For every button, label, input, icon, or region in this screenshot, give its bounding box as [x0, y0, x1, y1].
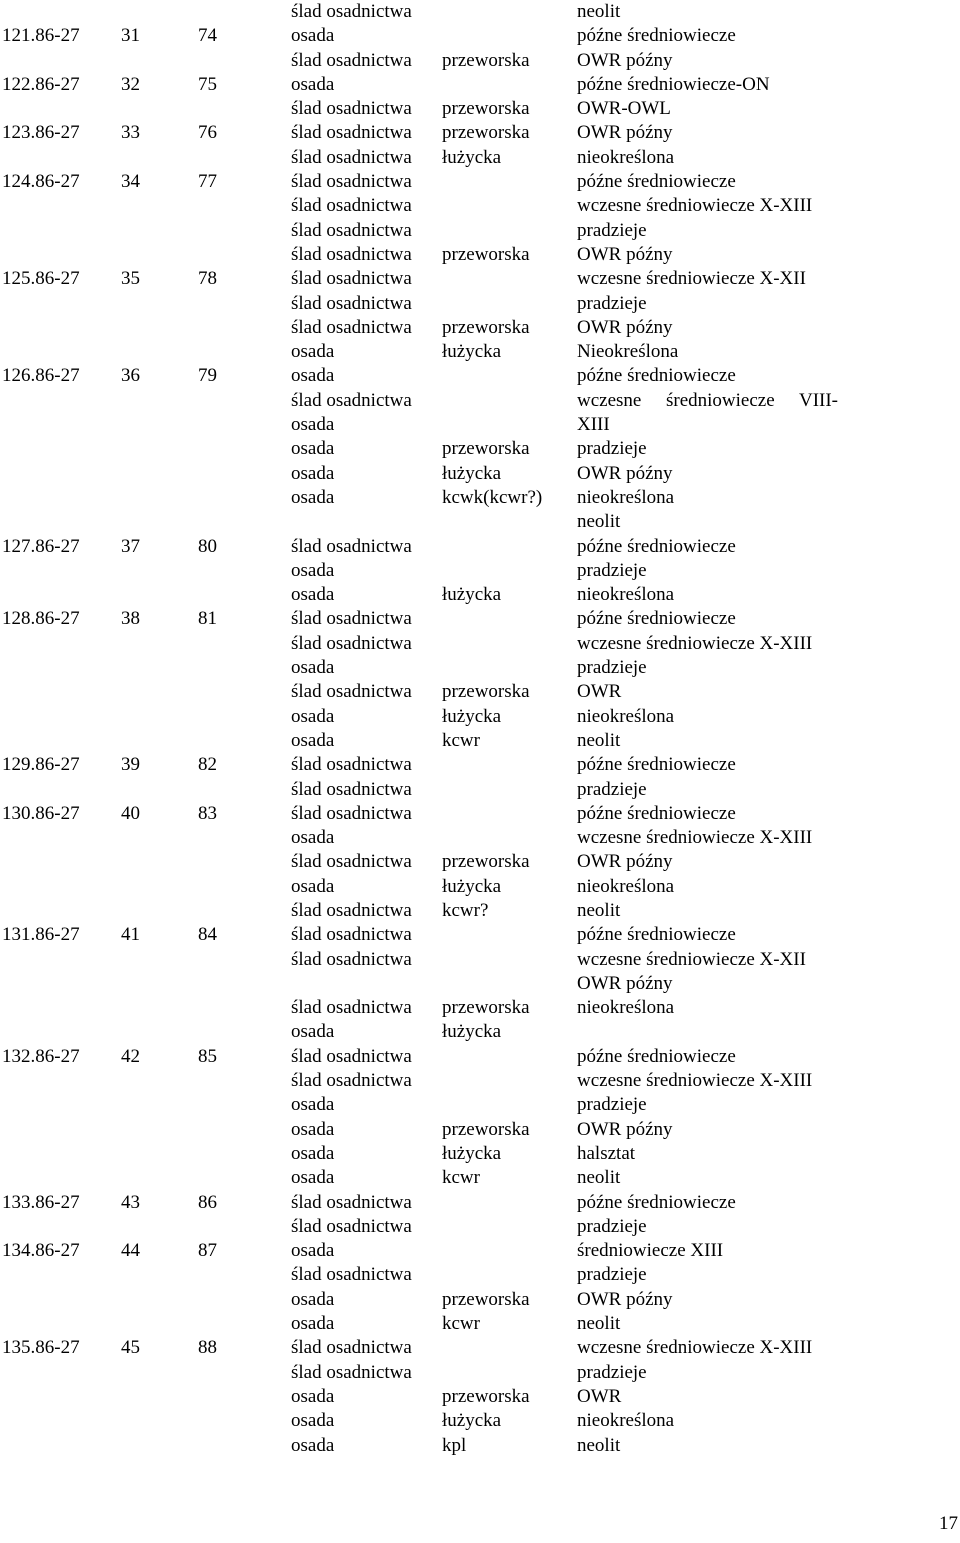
chronology-cell: nieokreślona: [577, 1410, 675, 1432]
area-site-number-cell: 33: [121, 122, 140, 144]
chronology-cell: późne średniowiecze: [577, 924, 736, 946]
culture-cell: przeworska: [442, 681, 530, 703]
chronology-cell: neolit: [577, 899, 621, 921]
chronology-cell: nieokreślona: [577, 875, 675, 897]
site-function-cell: osada: [291, 657, 335, 679]
site-function-cell: ślad osadnictwa: [291, 389, 412, 411]
table-row: [0, 510, 960, 534]
site-function-cell: osada: [291, 1167, 335, 1189]
site-function-cell: ślad osadnictwa: [291, 171, 412, 193]
chronology-cell: pradzieje: [577, 1361, 647, 1383]
site-number-in-area-cell: 77: [198, 171, 217, 193]
site-function-cell: ślad osadnictwa: [291, 316, 412, 338]
area-site-number-cell: 42: [121, 1045, 140, 1067]
table-row: [0, 899, 960, 923]
area-site-number-cell: 37: [121, 535, 140, 557]
site-function-cell: ślad osadnictwa: [291, 681, 412, 703]
table-row: [0, 583, 960, 607]
table-row: [0, 267, 960, 291]
site-function-cell: ślad osadnictwa: [291, 924, 412, 946]
site-number-in-area-cell: 88: [198, 1337, 217, 1359]
chronology-cell: pradzieje: [577, 1264, 647, 1286]
site-function-cell: ślad osadnictwa: [291, 219, 412, 241]
site-function-cell: osada: [291, 705, 335, 727]
culture-cell: przeworska: [442, 1385, 530, 1407]
chronology-cell: wczesne średniowiecze X-XIII: [577, 1070, 813, 1092]
site-function-cell: osada: [291, 341, 335, 363]
culture-cell: łużycka: [442, 1021, 502, 1043]
culture-cell: łużycka: [442, 462, 502, 484]
table-row: [0, 1020, 960, 1044]
culture-cell: łużycka: [442, 341, 502, 363]
site-function-cell: ślad osadnictwa: [291, 146, 412, 168]
culture-cell: kcwk(kcwr?): [442, 486, 543, 508]
table-row: [0, 1434, 960, 1458]
site-number-cell: 128.86-27: [2, 608, 80, 630]
site-number-cell: 130.86-27: [2, 802, 80, 824]
site-function-cell: osada: [291, 827, 335, 849]
site-function-cell: ślad osadnictwa: [291, 122, 412, 144]
table-row: [0, 1166, 960, 1190]
table-row: [0, 121, 960, 145]
culture-cell: kcwr: [442, 729, 480, 751]
site-function-cell: osada: [291, 462, 335, 484]
chronology-cell: późne średniowiecze: [577, 608, 736, 630]
chronology-cell: neolit: [577, 1, 621, 22]
area-site-number-cell: 40: [121, 802, 140, 824]
chronology-cell: halsztat: [577, 1142, 636, 1164]
table-row: [0, 146, 960, 170]
table-row: [0, 24, 960, 48]
culture-cell: przeworska: [442, 438, 530, 460]
table-row: [0, 364, 960, 388]
site-number-cell: 133.86-27: [2, 1191, 80, 1213]
area-site-number-cell: 45: [121, 1337, 140, 1359]
chronology-cell: późne średniowiecze: [577, 802, 736, 824]
culture-cell: łużycka: [442, 705, 502, 727]
table-row: [0, 972, 960, 996]
table-row: [0, 1288, 960, 1312]
table-row: [0, 607, 960, 631]
table-row: [0, 97, 960, 121]
site-number-cell: 127.86-27: [2, 535, 80, 557]
culture-cell: przeworska: [442, 243, 530, 265]
site-function-cell: ślad osadnictwa: [291, 98, 412, 120]
site-function-cell: osada: [291, 73, 335, 95]
table-row: [0, 1336, 960, 1360]
chronology-cell: pradzieje: [577, 1215, 647, 1237]
chronology-cell: nieokreślona: [577, 997, 675, 1019]
site-function-cell: osada: [291, 1142, 335, 1164]
page-number: 17: [939, 1513, 958, 1534]
table-row: [0, 996, 960, 1020]
table-row: [0, 462, 960, 486]
culture-cell: łużycka: [442, 875, 502, 897]
site-function-cell: ślad osadnictwa: [291, 243, 412, 265]
chronology-cell: pradzieje: [577, 1094, 647, 1116]
table-row: [0, 1069, 960, 1093]
chronology-cell: neolit: [577, 1313, 621, 1335]
chronology-cell: pradzieje: [577, 657, 647, 679]
site-function-cell: osada: [291, 414, 335, 436]
site-number-in-area-cell: 84: [198, 924, 217, 946]
culture-cell: łużycka: [442, 1142, 502, 1164]
site-function-cell: osada: [291, 1434, 335, 1456]
table-row: [0, 729, 960, 753]
culture-cell: kpl: [442, 1434, 467, 1456]
table-row: [0, 437, 960, 461]
site-function-cell: ślad osadnictwa: [291, 899, 412, 921]
table-row: [0, 413, 960, 437]
chronology-cell: późne średniowiecze: [577, 1191, 736, 1213]
site-number-cell: 125.86-27: [2, 268, 80, 290]
chronology-cell: XIII: [577, 414, 610, 436]
culture-cell: przeworska: [442, 851, 530, 873]
site-number-in-area-cell: 80: [198, 535, 217, 557]
site-number-in-area-cell: 83: [198, 802, 217, 824]
chronology-cell: OWR: [577, 1385, 622, 1407]
table-row: [0, 219, 960, 243]
area-site-number-cell: 34: [121, 171, 140, 193]
table-row: [0, 1118, 960, 1142]
table-row: [0, 1361, 960, 1385]
site-number-in-area-cell: 85: [198, 1045, 217, 1067]
site-function-cell: osada: [291, 25, 335, 47]
table-row: [0, 1263, 960, 1287]
chronology-cell: późne średniowiecze: [577, 535, 736, 557]
table-row: [0, 680, 960, 704]
site-function-cell: osada: [291, 1385, 335, 1407]
chronology-cell: nieokreślona: [577, 146, 675, 168]
table-row: [0, 340, 960, 364]
site-function-cell: ślad osadnictwa: [291, 535, 412, 557]
table-row: [0, 1045, 960, 1069]
chronology-cell: OWR późny: [577, 316, 673, 338]
chronology-cell: neolit: [577, 1167, 621, 1189]
chronology-cell: OWR późny: [577, 243, 673, 265]
site-number-in-area-cell: 74: [198, 25, 217, 47]
site-number-cell: 126.86-27: [2, 365, 80, 387]
culture-cell: kcwr?: [442, 899, 489, 921]
site-number-cell: 135.86-27: [2, 1337, 80, 1359]
chronology-cell: OWR późny: [577, 1288, 673, 1310]
table-row: [0, 632, 960, 656]
table-row: [0, 535, 960, 559]
area-site-number-cell: 32: [121, 73, 140, 95]
culture-cell: przeworska: [442, 122, 530, 144]
chronology-cell: OWR: [577, 681, 622, 703]
table-row: [0, 559, 960, 583]
chronology-cell: nieokreślona: [577, 705, 675, 727]
site-function-cell: osada: [291, 1410, 335, 1432]
table-row: [0, 1239, 960, 1263]
table-row: [0, 1409, 960, 1433]
chronology-cell: pradzieje: [577, 438, 647, 460]
site-function-cell: ślad osadnictwa: [291, 754, 412, 776]
site-number-in-area-cell: 78: [198, 268, 217, 290]
culture-cell: łużycka: [442, 146, 502, 168]
area-site-number-cell: 39: [121, 754, 140, 776]
table-row: [0, 49, 960, 73]
site-function-cell: osada: [291, 559, 335, 581]
table-row: [0, 802, 960, 826]
culture-cell: łużycka: [442, 1410, 502, 1432]
chronology-cell: wczesne średniowiecze X-XII: [577, 948, 806, 970]
site-function-cell: osada: [291, 1240, 335, 1262]
culture-cell: przeworska: [442, 1118, 530, 1140]
site-function-cell: ślad osadnictwa: [291, 851, 412, 873]
chronology-cell: późne średniowiecze-ON: [577, 73, 770, 95]
chronology-cell: wczesne średniowiecze X-XII: [577, 268, 806, 290]
table-row: [0, 194, 960, 218]
chronology-cell: neolit: [577, 511, 621, 533]
table-row: [0, 875, 960, 899]
site-function-cell: ślad osadnictwa: [291, 632, 412, 654]
site-function-cell: ślad osadnictwa: [291, 778, 412, 800]
table-row: [0, 1191, 960, 1215]
site-number-cell: 132.86-27: [2, 1045, 80, 1067]
area-site-number-cell: 38: [121, 608, 140, 630]
site-number-in-area-cell: 76: [198, 122, 217, 144]
site-function-cell: osada: [291, 486, 335, 508]
site-number-cell: 123.86-27: [2, 122, 80, 144]
site-function-cell: ślad osadnictwa: [291, 1264, 412, 1286]
table-row: [0, 1215, 960, 1239]
site-function-cell: osada: [291, 1021, 335, 1043]
site-function-cell: osada: [291, 438, 335, 460]
site-function-cell: ślad osadnictwa: [291, 49, 412, 71]
chronology-cell: pradzieje: [577, 778, 647, 800]
area-site-number-cell: 36: [121, 365, 140, 387]
site-function-cell: osada: [291, 729, 335, 751]
culture-cell: przeworska: [442, 1288, 530, 1310]
culture-cell: przeworska: [442, 997, 530, 1019]
area-site-number-cell: 31: [121, 25, 140, 47]
site-function-cell: osada: [291, 1288, 335, 1310]
chronology-cell: neolit: [577, 729, 621, 751]
table-row: [0, 705, 960, 729]
site-function-cell: osada: [291, 1094, 335, 1116]
culture-cell: kcwr: [442, 1313, 480, 1335]
culture-cell: przeworska: [442, 49, 530, 71]
table-row: [0, 73, 960, 97]
table-row: [0, 170, 960, 194]
chronology-cell: pradzieje: [577, 219, 647, 241]
site-function-cell: osada: [291, 875, 335, 897]
chronology-cell: OWR późny: [577, 1118, 673, 1140]
table-row: [0, 1142, 960, 1166]
chronology-cell: późne średniowiecze: [577, 365, 736, 387]
chronology-cell: OWR późny: [577, 49, 673, 71]
chronology-cell: nieokreślona: [577, 584, 675, 606]
site-function-cell: osada: [291, 584, 335, 606]
culture-cell: przeworska: [442, 316, 530, 338]
table-row: [0, 778, 960, 802]
site-number-in-area-cell: 86: [198, 1191, 217, 1213]
table-row: [0, 316, 960, 340]
chronology-cell: OWR późny: [577, 972, 673, 994]
chronology-cell: wczesne średniowiecze X-XIII: [577, 1337, 813, 1359]
table-row: [0, 923, 960, 947]
site-function-cell: osada: [291, 365, 335, 387]
site-number-in-area-cell: 79: [198, 365, 217, 387]
chronology-cell: późne średniowiecze: [577, 25, 736, 47]
site-number-cell: 134.86-27: [2, 1240, 80, 1262]
site-function-cell: ślad osadnictwa: [291, 1045, 412, 1067]
chronology-cell: średniowiecze XIII: [577, 1240, 724, 1262]
site-function-cell: ślad osadnictwa: [291, 997, 412, 1019]
chronology-cell: późne średniowiecze: [577, 754, 736, 776]
table-row: [0, 389, 960, 413]
site-number-cell: 121.86-27: [2, 25, 80, 47]
chronology-cell: nieokreślona: [577, 486, 675, 508]
chronology-cell: OWR późny: [577, 851, 673, 873]
site-number-in-area-cell: 81: [198, 608, 217, 630]
table-row: [0, 292, 960, 316]
table-row: [0, 243, 960, 267]
table-row: [0, 948, 960, 972]
site-function-cell: osada: [291, 1313, 335, 1335]
chronology-cell: późne średniowiecze: [577, 171, 736, 193]
table-row: [0, 656, 960, 680]
chronology-cell: neolit: [577, 1434, 621, 1456]
area-site-number-cell: 43: [121, 1191, 140, 1213]
culture-cell: łużycka: [442, 584, 502, 606]
site-number-cell: 124.86-27: [2, 171, 80, 193]
chronology-cell: OWR późny: [577, 462, 673, 484]
site-function-cell: ślad osadnictwa: [291, 1, 412, 22]
site-number-in-area-cell: 75: [198, 73, 217, 95]
site-function-cell: ślad osadnictwa: [291, 1215, 412, 1237]
site-function-cell: ślad osadnictwa: [291, 802, 412, 824]
table-row: [0, 0, 960, 24]
chronology-cell: wczesne średniowiecze X-XIII: [577, 195, 813, 217]
site-function-cell: ślad osadnictwa: [291, 195, 412, 217]
chronology-cell: późne średniowiecze: [577, 1045, 736, 1067]
chronology-cell: wczesne średniowiecze X-XIII: [577, 632, 813, 654]
site-function-cell: osada: [291, 1118, 335, 1140]
site-function-cell: ślad osadnictwa: [291, 1361, 412, 1383]
table-row: [0, 1093, 960, 1117]
area-site-number-cell: 41: [121, 924, 140, 946]
site-number-in-area-cell: 87: [198, 1240, 217, 1262]
culture-cell: kcwr: [442, 1167, 480, 1189]
table-row: [0, 753, 960, 777]
chronology-cell: pradzieje: [577, 292, 647, 314]
table-row: [0, 826, 960, 850]
area-site-number-cell: 35: [121, 268, 140, 290]
table-row: [0, 1385, 960, 1409]
chronology-cell: wczesne średniowiecze VIII-: [577, 389, 838, 411]
chronology-cell: pradzieje: [577, 559, 647, 581]
table-row: [0, 850, 960, 874]
table-row: [0, 486, 960, 510]
chronology-cell: OWR-OWL: [577, 98, 671, 120]
area-site-number-cell: 44: [121, 1240, 140, 1262]
site-function-cell: ślad osadnictwa: [291, 1070, 412, 1092]
table-row: [0, 1312, 960, 1336]
site-function-cell: ślad osadnictwa: [291, 268, 412, 290]
site-function-cell: ślad osadnictwa: [291, 292, 412, 314]
site-function-cell: ślad osadnictwa: [291, 1337, 412, 1359]
site-number-in-area-cell: 82: [198, 754, 217, 776]
site-number-cell: 122.86-27: [2, 73, 80, 95]
chronology-cell: wczesne średniowiecze X-XIII: [577, 827, 813, 849]
site-function-cell: ślad osadnictwa: [291, 1191, 412, 1213]
site-number-cell: 129.86-27: [2, 754, 80, 776]
site-function-cell: ślad osadnictwa: [291, 608, 412, 630]
culture-cell: przeworska: [442, 98, 530, 120]
chronology-cell: OWR późny: [577, 122, 673, 144]
site-function-cell: ślad osadnictwa: [291, 948, 412, 970]
site-number-cell: 131.86-27: [2, 924, 80, 946]
chronology-cell: Nieokreślona: [577, 341, 679, 363]
